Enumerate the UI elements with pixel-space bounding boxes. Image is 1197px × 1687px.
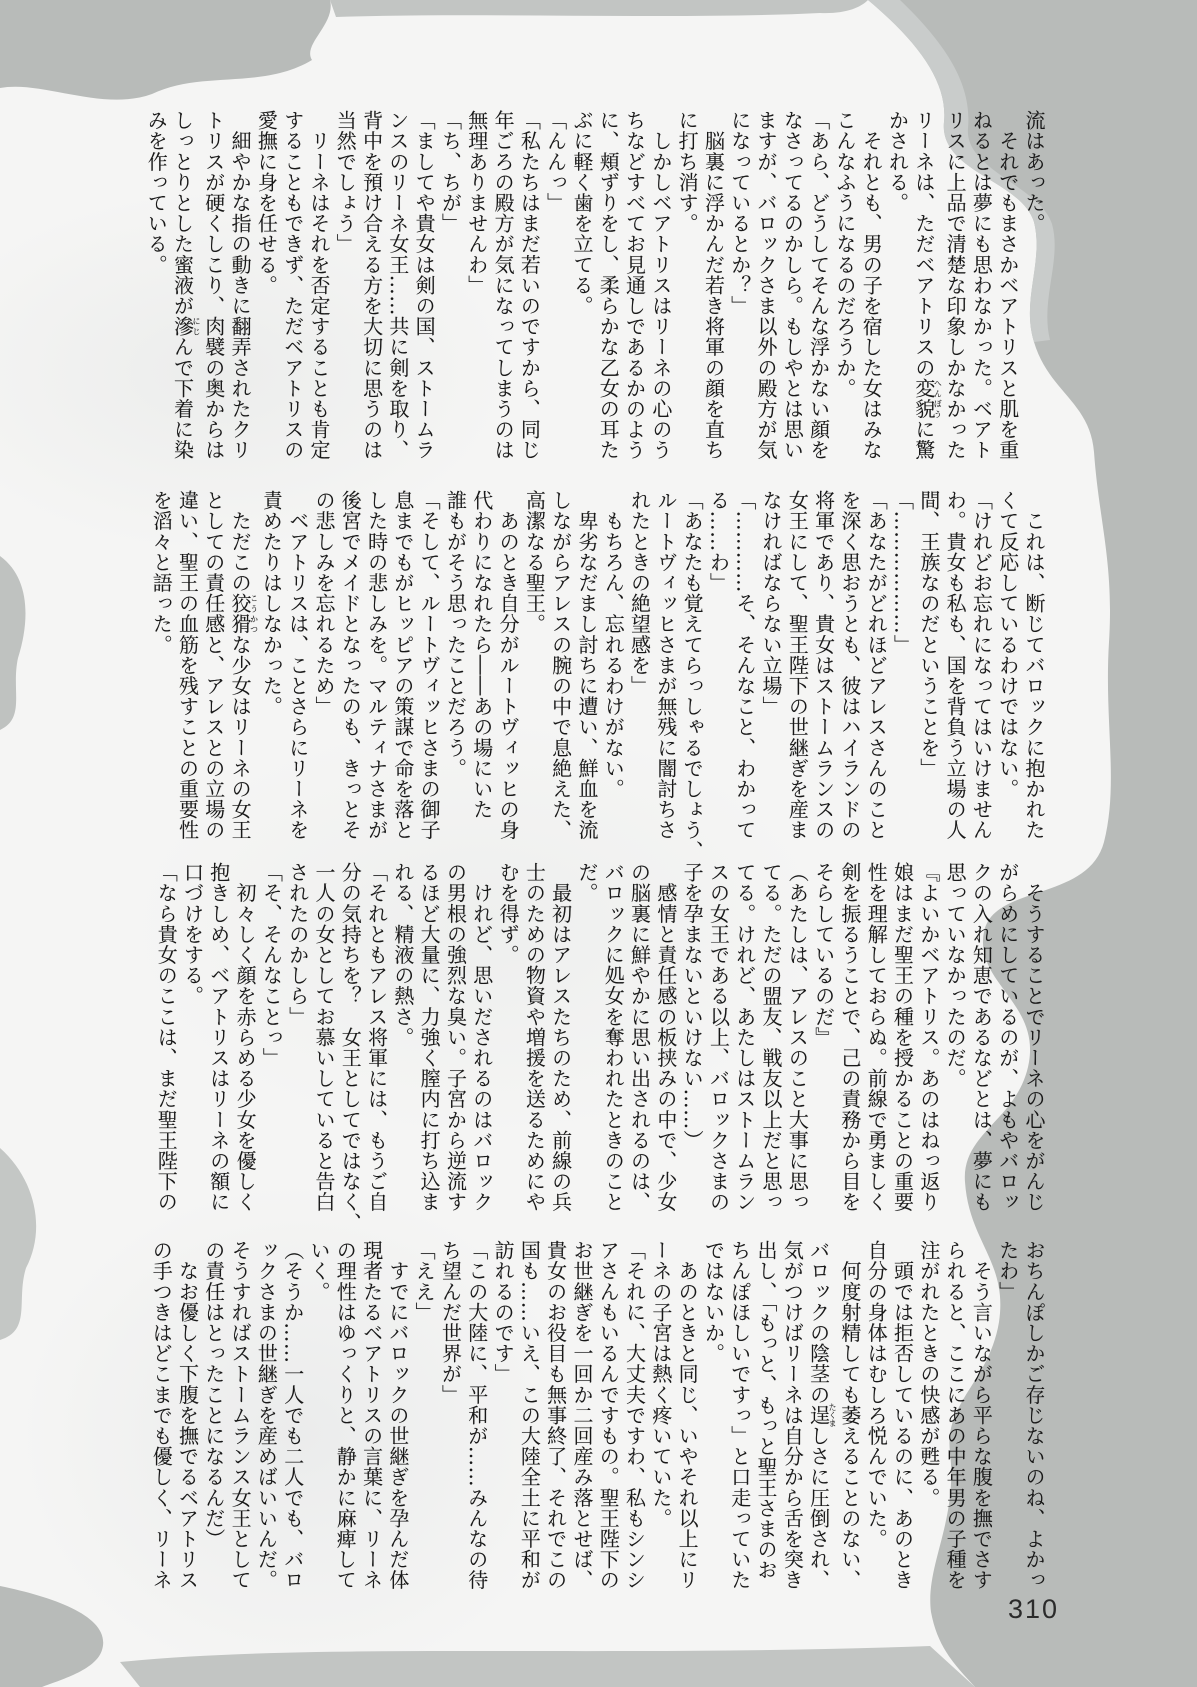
text-column: 誰もがそう思ったことだろう。: [443, 490, 468, 779]
text-column: の理性はゆっくりと、静かに麻痺して: [333, 1240, 358, 1591]
text-column: クの入れ知恵であるなどとは、夢にも: [969, 862, 994, 1213]
text-column: 感情と責任感の板挟みの中で、少女: [653, 862, 678, 1213]
text-column: されたのかしら」: [285, 862, 310, 1027]
text-block-3: [151, 862, 1047, 1233]
text-column: ちなどすべてお見通しであるかのよう: [622, 110, 647, 461]
text-column: を滔々と語った。: [149, 490, 174, 655]
text-column: そらしているのだ』: [811, 862, 836, 1048]
text-column: （あたしは、アレスのこと大事に思っ: [785, 862, 810, 1213]
text-column: 『よいかベアトリス。あのはねっ返り: [916, 862, 941, 1213]
text-column: を深く思おうとも、彼はハイランドの: [837, 490, 862, 841]
text-column: なお優しく下腹を撫でるベアトリス: [175, 1240, 200, 1591]
text-column: そう言いながら平らな腹を撫でさす: [969, 1240, 994, 1591]
text-column: 「んんっ」: [543, 110, 568, 213]
text-column: られると、ここにあの中年男の子種を: [943, 1240, 968, 1591]
text-column: 高潔なる聖王。: [522, 490, 547, 635]
text-column: れる、精液の熱さ。: [390, 862, 415, 1048]
text-column: ち望んだ世界が」: [438, 1240, 463, 1405]
text-column: たわ」: [995, 1240, 1020, 1302]
text-column: すでにバロックの世継ぎを孕んだ体: [385, 1240, 410, 1591]
text-column: しかしベアトリスはリーネの心のう: [648, 110, 673, 461]
text-column: 自分の身体はむしろ悦んでいた。: [864, 1240, 889, 1549]
page-number: 310: [1008, 1594, 1060, 1624]
text-column: 背中を預け合える方を大切に思うのは: [359, 110, 384, 461]
text-column: リーネはそれを否定することも肯定: [306, 110, 331, 461]
text-column: 細やかな指の動きに翻弄されたクリ: [228, 110, 253, 461]
text-column: スの女王である以上、バロックさまの: [706, 862, 731, 1213]
text-column: ルートヴィッヒさまが無残に闇討ちさ: [653, 490, 678, 841]
text-column: そうすることでリーネの心をがんじ: [1022, 862, 1046, 1213]
text-column: アさんもいるんですもの。聖王陛下の: [596, 1240, 621, 1591]
text-column: 「この大陸に、平和が……みんなの待: [464, 1240, 489, 1591]
text-column: なければならない立場」: [759, 490, 784, 717]
text-column: 当然でしょう」: [333, 110, 358, 255]
text-column: 最初はアレスたちのため、前線の兵: [548, 862, 573, 1213]
text-column: 「私たちはまだ若いのですから、同じ: [517, 110, 542, 461]
text-column: 「…………そ、そんなこと、わかって: [732, 490, 757, 841]
text-column: そうすればストームランス女王として: [228, 1240, 253, 1591]
text-column: の手つきはどこまでも優しく、リーネ: [149, 1240, 174, 1591]
text-column: 頭では拒否しているのに、あのとき: [890, 1240, 915, 1591]
text-column: これは、断じてバロックに抱かれた: [1022, 490, 1046, 841]
text-column: 「それともアレス将軍には、もうご自: [364, 862, 389, 1213]
text-column: 息までもがヒッピアの策謀で命を落と: [390, 490, 415, 841]
text-column: 年ごろの殿方が気になってしまうのは: [491, 110, 516, 461]
text-column: 初々しく顔を赤らめる少女を優しく: [233, 862, 258, 1213]
text-column: 脳裏に浮かんだ若き将軍の顔を直ち: [701, 110, 726, 461]
text-column: 「あなたも覚えてらっしゃるでしょう、: [680, 490, 705, 861]
text-column: 「それに、大丈夫ですわ、私もシンシ: [622, 1240, 647, 1591]
text-column: 「そ、そんなことっ」: [259, 862, 284, 1068]
text-column: 「けれどお忘れになってはいけません: [969, 490, 994, 841]
text-column: 「ましてや貴女は剣の国、ストームラ: [412, 110, 437, 461]
text-column: なさってるのかしら。もしやとは思い: [780, 110, 805, 461]
text-column: 女王にして、聖王陛下の世継ぎを産ま: [785, 490, 810, 841]
text-column: 将軍であり、貴女はストームランスの: [811, 490, 836, 841]
text-column: 注がれたときの快感が甦る。: [916, 1240, 941, 1508]
text-column: けれど、思いだされるのはバロック: [469, 862, 494, 1213]
text-column: バロックに処女を奪われたときのこと: [601, 862, 626, 1213]
text-column: 貴女のお役目も無事終了、それでこの: [543, 1240, 568, 1591]
text-column: もちろん、忘れるわけがない。: [601, 490, 626, 799]
text-column: お世継ぎを一回か二回産み落とせば、: [569, 1240, 594, 1591]
text-column: むを得ず。: [496, 862, 521, 965]
text-column: の悲しみを忘れるため」: [311, 490, 336, 717]
text-column: 分の気持ちを？ 女王としてではなく、: [338, 862, 363, 1233]
text-column: しっとりとした蜜液が滲にじんで下着に染: [170, 110, 201, 461]
text-column: に打ち消す。: [675, 110, 700, 234]
text-column: リスに上品で清楚な印象しかなかった: [943, 110, 968, 461]
text-column: 「なら貴女のここは、まだ聖王陛下の: [154, 862, 179, 1213]
text-column: 思っていなかったのだ。: [943, 862, 968, 1089]
text-column: る……わ」: [706, 490, 731, 593]
text-column: 娘はまだ聖王の種を授かることの重要: [890, 862, 915, 1213]
text-column: 卑劣なだまし討ちに遭い、鮮血を流: [574, 490, 599, 841]
text-column: 「………………」: [890, 490, 915, 655]
text-column: ーネの子宮は熱く疼いていた。: [648, 1240, 673, 1529]
text-column: ベアトリスは、ことさらにリーネを: [285, 490, 310, 841]
text-column: かされる。: [885, 110, 910, 213]
text-column: あのときと同じ、いやそれ以上にリ: [675, 1240, 700, 1591]
text-column: しながらアレスの腕の中で息絶えた、: [548, 490, 573, 841]
text-column: 国も……いえ、この大陸全土に平和が: [517, 1240, 542, 1591]
text-column: ちんぽほしいですっ」と口走っていた: [727, 1240, 752, 1591]
text-column: ックさまの世継ぎを産めばいいんだ。: [254, 1240, 279, 1591]
text-column: 「ええ」: [412, 1240, 437, 1323]
text-column: それとも、男の子を宿した女はみな: [859, 110, 884, 461]
text-column: （そうか……一人でも二人でも、バロ: [280, 1240, 305, 1591]
text-column: 無理ありませんわ」: [464, 110, 489, 296]
text-column: 何度射精しても萎えることのない、: [837, 1240, 862, 1591]
text-column: 現者たるベアトリスの言葉に、リーネ: [359, 1240, 384, 1591]
text-column: 口づけをする。: [180, 862, 205, 1007]
text-column: るほど大量に、力強く膣内に打ち込ま: [417, 862, 442, 1213]
text-column: ぶに軽く歯を立てる。: [569, 110, 594, 316]
text-column: の男根の強烈な臭い。子宮から逆流す: [443, 862, 468, 1213]
text-column: 違い、聖王の血筋を残すことの重要性: [175, 490, 200, 841]
text-column: した時の悲しみを。マルティナさまが: [364, 490, 389, 841]
text-column: 「あら、どうしてそんな浮かない顔を: [806, 110, 831, 461]
text-column: リーネは、ただベアトリスの変貌へんぼうに驚: [911, 110, 943, 461]
text-column: 一人の女としてお慕いしていると告白: [311, 862, 336, 1213]
text-column: いく。: [306, 1240, 331, 1302]
text-column: こんなふうになるのだろうか。: [832, 110, 857, 399]
text-column: の脳裏に鮮やかに思い出されるのは、: [627, 862, 652, 1213]
text-column: れたときの絶望感を」: [627, 490, 652, 696]
text-block-1: [144, 110, 1047, 461]
text-column: ンスのリーネ女王……共に剣を取り、: [385, 110, 410, 461]
text-column: の責任はとったことになるんだ）: [201, 1240, 226, 1549]
text-column: 「そして、ルートヴィッヒさまの御子: [417, 490, 442, 841]
text-column: がらめにしているのが、よもやバロッ: [995, 862, 1020, 1213]
text-column: 流はあった。: [1022, 110, 1046, 234]
text-column: ねるとは夢にも思わなかった。ベアト: [969, 110, 994, 461]
text-column: トリスが硬くしこり、肉襞の奥からは: [201, 110, 226, 461]
text-column: てる。けれど、あたしはストームラン: [732, 862, 757, 1213]
text-column: ますが、バロックさま以外の殿方が気: [754, 110, 779, 461]
text-column: 性を理解しておらぬ。前線で勇ましく: [864, 862, 889, 1213]
text-block-4: [151, 1240, 1047, 1590]
text-column: くて反応しているわけではない。: [995, 490, 1020, 799]
text-column: 出し、「もっと、もっと聖王さまのお: [754, 1240, 779, 1581]
text-column: することもできず、ただベアトリスの: [280, 110, 305, 461]
text-column: 間、王族なのだということを」: [916, 490, 941, 779]
text-column: バロックの陰茎の逞たくましさに圧倒され、: [806, 1240, 838, 1591]
text-column: 責めたりはしなかった。: [259, 490, 284, 717]
text-column: 愛撫に身を任せる。: [254, 110, 279, 296]
text-column: みを作っている。: [144, 110, 169, 275]
text-column: 抱きしめ、ベアトリスはリーネの額に: [206, 862, 231, 1213]
text-column: それでもまさかベアトリスと肌を重: [995, 110, 1020, 461]
text-column: 子を孕まないといけない……）: [680, 862, 705, 1151]
text-column: わ。貴女も私も、国を背負う立場の人: [943, 490, 968, 841]
text-column: ただこの狡猾こうかつな少女はリーネの女王: [228, 490, 259, 841]
text-column: おちんぽしかご存じないのね、よかっ: [1022, 1240, 1046, 1591]
text-column: 後宮でメイドとなったのも、きっとそ: [338, 490, 363, 841]
text-column: としての責任感と、アレスとの立場の: [201, 490, 226, 841]
text-column: になっているとか？」: [727, 110, 752, 316]
text-column: 剣を振るうことで、己の責務から目を: [837, 862, 862, 1213]
text-column: あのとき自分がルートヴィッヒの身: [496, 490, 521, 841]
text-column: 「ち、ちが」: [438, 110, 463, 234]
text-column: 代わりになれたら――あの場にいた: [469, 490, 494, 820]
text-block-2: [151, 490, 1047, 861]
text-column: だ。: [574, 862, 599, 904]
text-column: 気がつけばリーネは自分から舌を突き: [780, 1240, 805, 1591]
text-column: てる。ただの盟友、戦友以上だと思っ: [759, 862, 784, 1213]
text-column: 「あなたがどれほどアレスさんのこと: [864, 490, 889, 841]
text-column: 士のための物資や増援を送るためにや: [522, 862, 547, 1213]
text-column: 訪れるのです」: [491, 1240, 516, 1385]
text-column: ではないか。: [701, 1240, 726, 1364]
text-column: に、頬ずりをし、柔らかな乙女の耳た: [596, 110, 621, 461]
